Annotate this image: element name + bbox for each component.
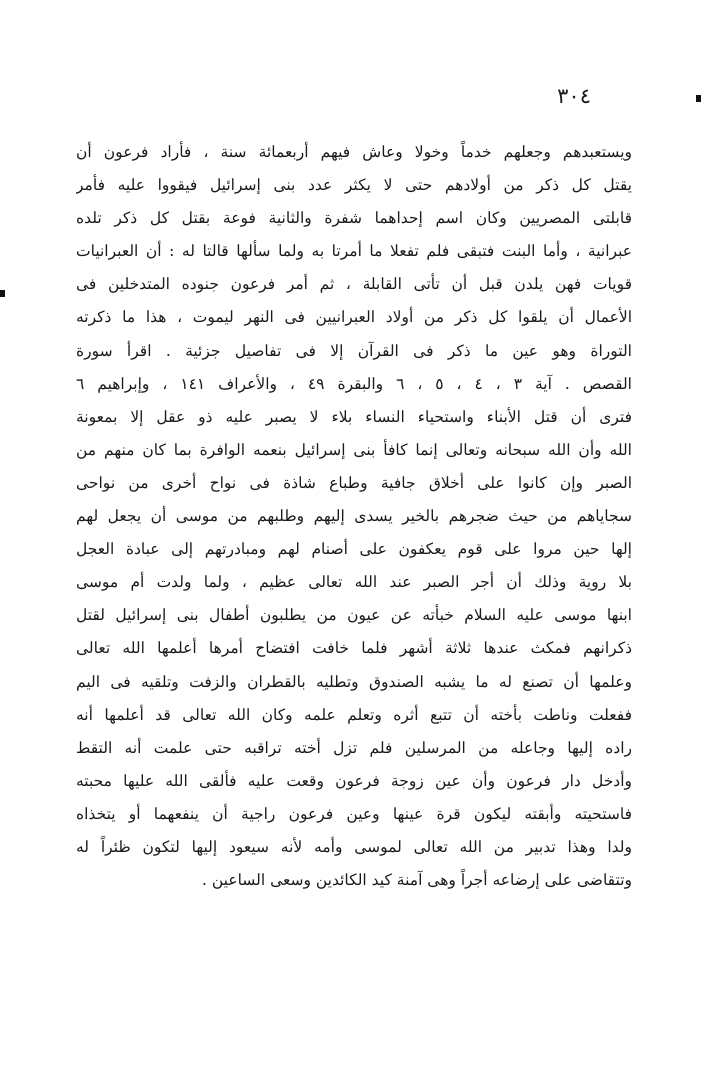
page-number: ٣٠٤ [557, 84, 591, 108]
text-line: قابلتى المصريين وكان اسم إحداهما شفرة والثانية فوعة بقتل كل ذكر تلده [76, 209, 632, 228]
text-line: الأعمال أن يلقوا كل ذكر من أولاد العبرانيين فى النهر ليموت ، هذا ما ذكرته [76, 308, 632, 327]
text-line: الصبر وإن كانوا على أخلاق جافية وطباع شاذة فى نواح أخرى من نواحى [76, 473, 632, 492]
text-line: فاستحيته وأبقته ليكون قرة عينها وعين فرعون راجية أن ينفعهما أو يتخذاه [76, 804, 632, 823]
text-line: وعلمها أن تصنع له ما يشبه الصندوق وتطليه بالقطران والزفت وتلقيه فى اليم [76, 672, 632, 691]
text-line: وتتقاضى على إرضاعه أجراً وهى آمنة كيد الكائدين وسعى الساعين . [201, 871, 632, 890]
text-line: يقتل كل ذكر من أولادهم حتى لا يكثر عدد بنى إسرائيل فيقووا عليه فأمر [76, 176, 632, 195]
text-line: القصص . آية ٣ ، ٤ ، ٥ ، ٦ والبقرة ٤٩ ، والأعراف ١٤١ ، وإبراهيم ٦ [76, 374, 632, 393]
text-line: التوراة وهو عين ما ذكر فى القرآن إلا فى تفاصيل جزئية . اقرأ سورة [76, 341, 632, 360]
scan-edge-mark-left [0, 290, 5, 297]
text-line: بلا روية وذلك أن أجر الصبر عند الله تعالى عظيم ، ولما ولدت أم موسى [76, 573, 632, 592]
text-line: عبرانية ، وأما البنت فتبقى فلم تفعلا ما أمرتا به ولما سألها قالتا له : أن العبرانيات [76, 242, 632, 261]
text-line: قويات فهن يلدن قبل أن تأتى القابلة ، ثم أمر فرعون جنوده المتدخلين فى [76, 275, 632, 294]
text-line: ابنها موسى عليه السلام خبأته عن عيون من يطلبون أطفال بنى إسرائيل لقتل [76, 606, 632, 625]
text-line: الله وأن الله سبحانه وتعالى إنما كافأ بنى إسرائيل بنعمه الوافرة بما كان منهم من [76, 440, 632, 459]
text-line: سجاياهم من حيث ضجرهم بالخير يسدى إليهم وطلبهم من موسى أن يجعل لهم [76, 507, 632, 526]
text-line: ذكرانهم فمكث عندها ثلاثة أشهر فلما خافت افتضاح أمرها أعلمها الله تعالى [76, 639, 632, 658]
scan-edge-mark-right [696, 95, 701, 102]
text-line: فترى أن قتل الأبناء واستحياء النساء بلاء لا يصبر عليه ذو عقل إلا بمعونة [76, 407, 632, 426]
text-line: ويستعبدهم وجعلهم خدماً وخولا وعاش فيهم أربعمائة سنة ، فأراد فرعون أن [76, 143, 632, 161]
text-line: ففعلت وناطت بأخته أن تتبع أثره وتعلم علمه وكان الله تعالى قد أعلمها أنه [76, 705, 632, 724]
text-line: راده إليها وجاعله من المرسلين فلم تزل أخته تراقبه حتى علمت أنه التقط [76, 738, 632, 757]
text-line: ولدا وهذا تدبير من الله تعالى لموسى وأمه لأنه سيعود إليها لتكون ظئراً له [76, 837, 632, 856]
body-text [76, 136, 632, 897]
text-line: وأدخل دار فرعون وأن عين زوجة فرعون وقعت عليه فألقى الله عليها محبته [76, 771, 632, 790]
text-line: إلها حين مروا على قوم يعكفون على أصنام لهم ومبادرتهم إلى عبادة العجل [76, 540, 632, 559]
